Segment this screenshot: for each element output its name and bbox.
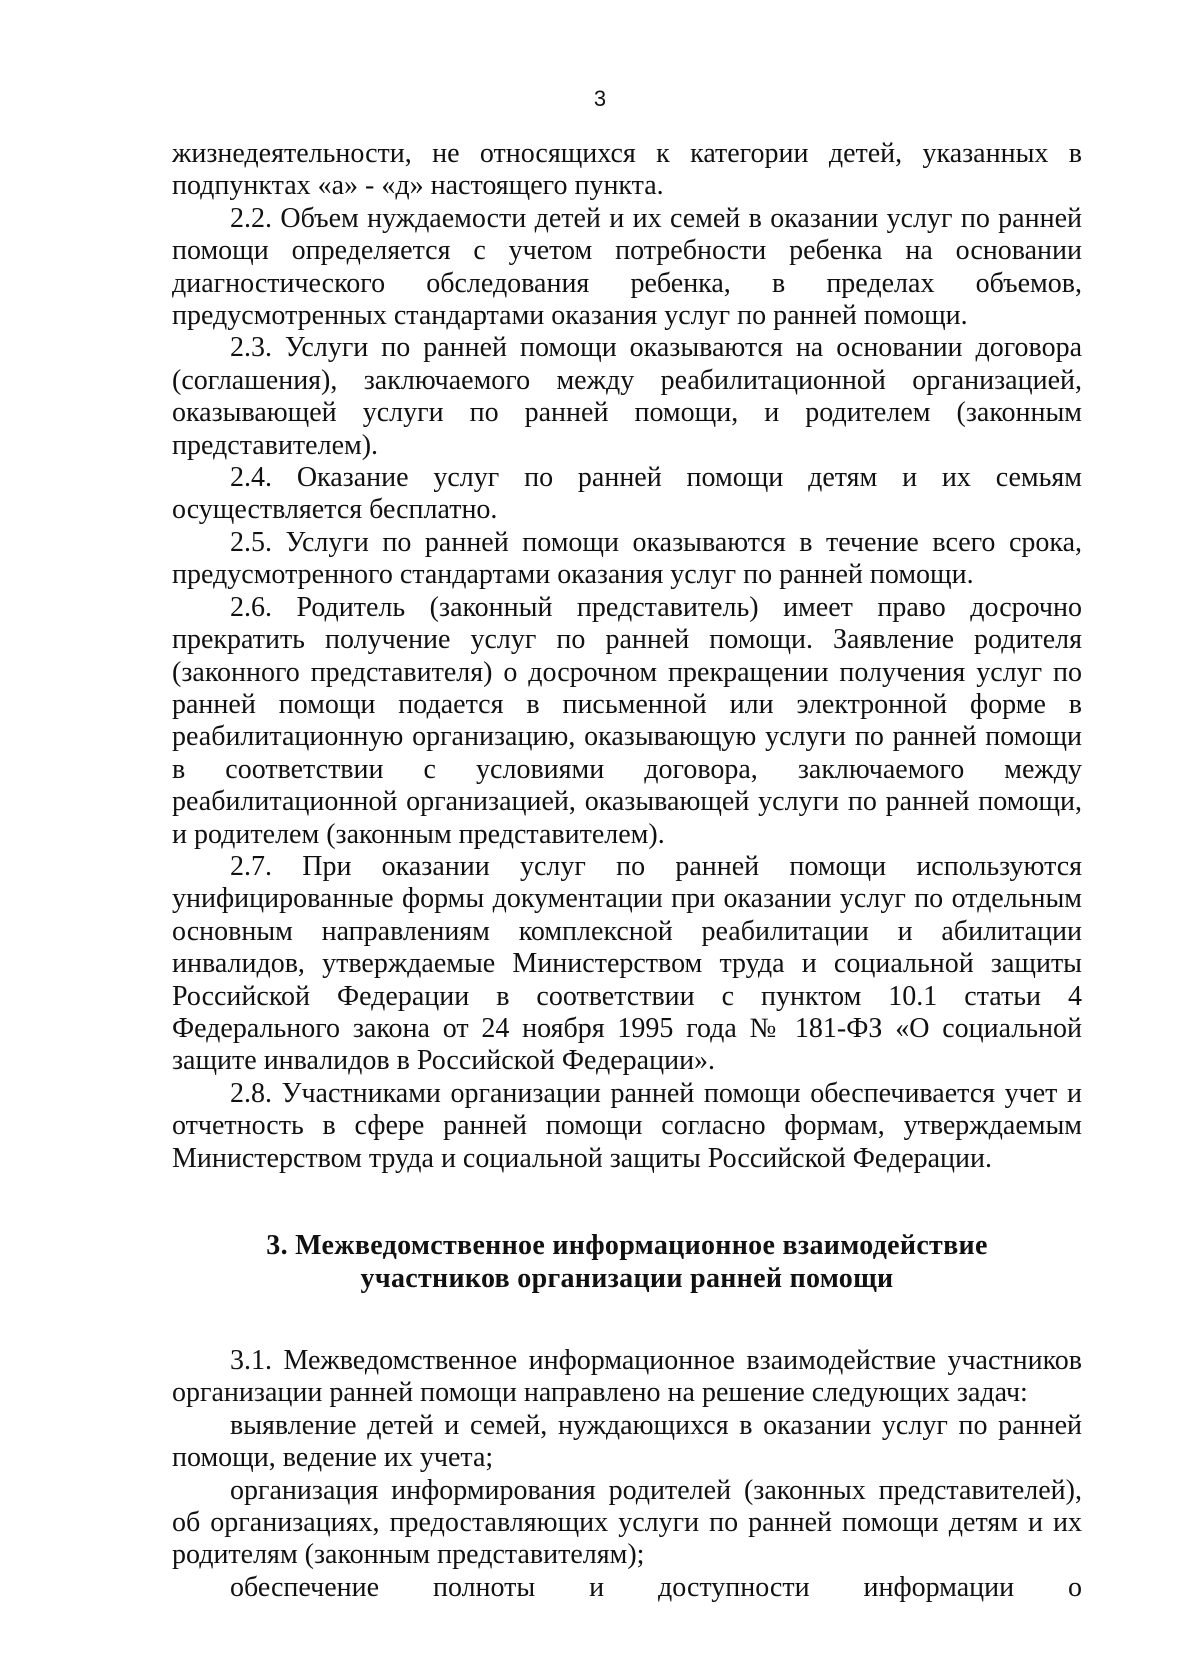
paragraph-2-8: 2.8. Участниками организации ранней помощи обеспечивается учет и отчетность в сфере ранней помощи согласно формам, утверждаемым Министерством труда и социальной защиты Российской Федерации.	[172, 1077, 1082, 1174]
section-3-heading-line-2: участников организации ранней помощи	[360, 1263, 894, 1294]
paragraph-3-1: 3.1. Межведомственное информационное взаимодействие участников организации ранней помощи направлено на решение следующих задач:	[172, 1345, 1082, 1409]
paragraph-2-5: 2.5. Услуги по ранней помощи оказываются в течение всего срока, предусмотренного стандартами оказания услуг по ранней помощи.	[172, 526, 1082, 591]
paragraph-3-1-task-1: выявление детей и семей, нуждающихся в оказании услуг по ранней помощи, ведение их учета;	[172, 1409, 1082, 1474]
section-3-heading-line-1: 3. Межведомственное информационное взаимодействие	[266, 1230, 988, 1261]
paragraph-2-3: 2.3. Услуги по ранней помощи оказываются на основании договора (соглашения), заключаемого между реабилитационной организацией, оказывающей услуги по ранней помощи, и родителем (законным представителем).	[172, 332, 1082, 461]
paragraph-2-2: 2.2. Объем нуждаемости детей и их семей в оказании услуг по ранней помощи определяется с учетом потребности ребенка на основании диагностического обследования ребенка, в пределах объемов, предусмотренных стандартами оказания услуг по ранней помощи.	[172, 202, 1082, 332]
paragraph-2-6: 2.6. Родитель (законный представитель) имеет право досрочно прекратить получение услуг по ранней помощи. Заявление родителя (законного представителя) о досрочном прекращении получения услуг по ранней помощи подается в письменной или электронной форме в реабилитационную организацию, оказывающую услуги по ранней помощи в соответствии с условиями договора, заключаемого между реабилитационной организацией, оказывающей услуги по ранней помощи, и родителем (законным представителем).	[172, 591, 1082, 850]
section-3-heading	[172, 1229, 1082, 1295]
document-body	[172, 138, 1082, 1604]
page-number: 3	[593, 86, 607, 111]
paragraph-3-1-task-3: обеспечение полноты и доступности информации о	[230, 1571, 1082, 1603]
paragraph-3-1-task-2: организация информирования родителей (законных представителей), об организациях, предоставляющих услуги по ранней помощи детям и их родителям (законным представителям);	[172, 1474, 1082, 1571]
paragraph-2-7: 2.7. При оказании услуг по ранней помощи используются унифицированные формы документации при оказании услуг по отдельным основным направлениям комплексной реабилитации и абилитации инвалидов, утверждаемые Министерством труда и социальной защиты Российской Федерации в соответствии с пунктом 10.1 статьи 4 Федерального закона от 24 ноября 1995 года № 181-ФЗ «О социальной защите инвалидов в Российской Федерации».	[172, 850, 1082, 1077]
paragraph-continuation: жизнедеятельности, не относящихся к категории детей, указанных в подпунктах «а» - «д» настоящего пункта.	[172, 138, 1082, 202]
paragraph-2-4: 2.4. Оказание услуг по ранней помощи детям и их семьям осуществляется бесплатно.	[172, 462, 1082, 526]
